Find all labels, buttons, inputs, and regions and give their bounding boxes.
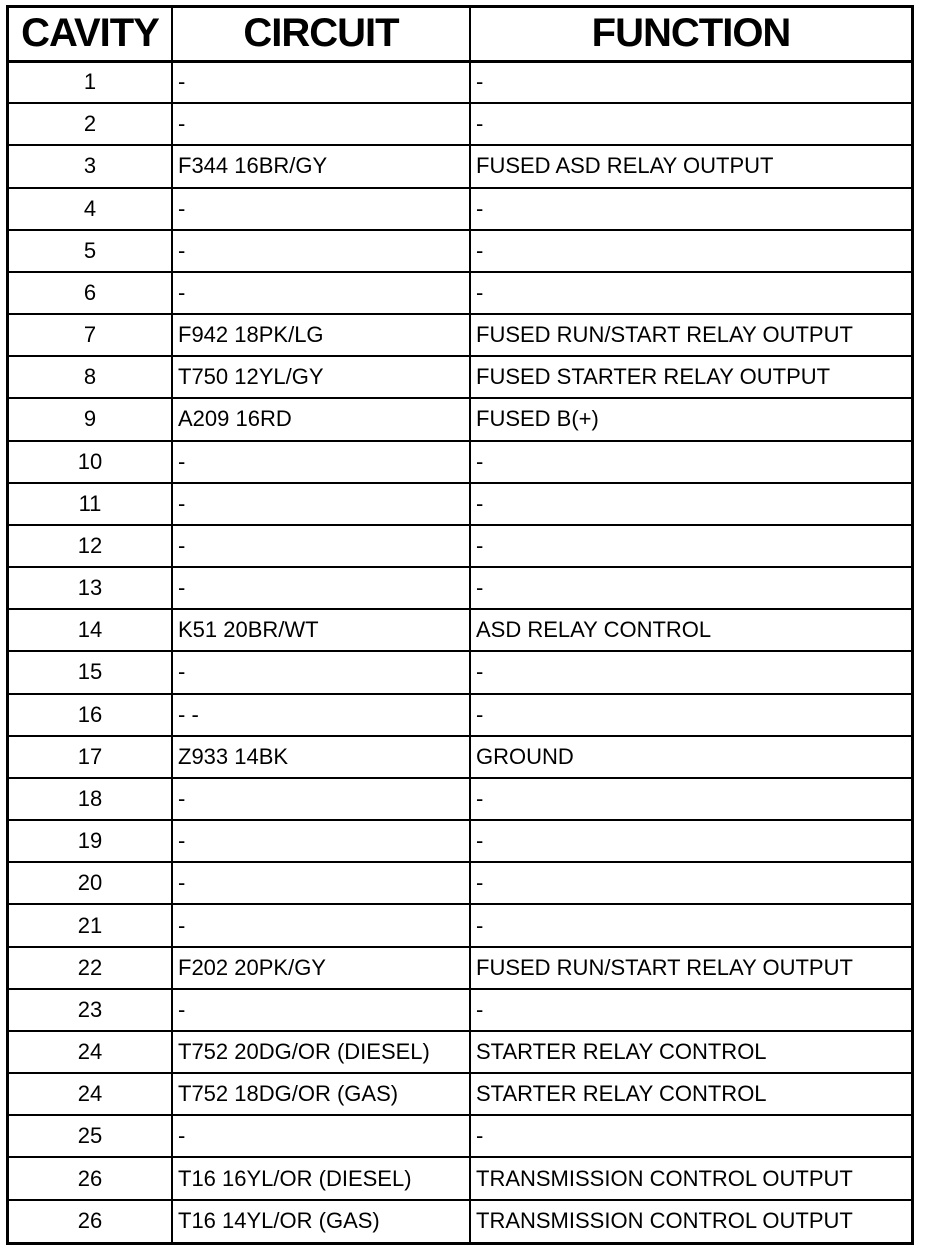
function-cell: STARTER RELAY CONTROL: [470, 1073, 911, 1115]
cavity-cell: 5: [9, 230, 172, 272]
table-row: [9, 272, 911, 314]
function-cell: -: [470, 778, 911, 820]
circuit-cell: Z933 14BK: [172, 736, 470, 778]
function-cell: -: [470, 904, 911, 946]
table-row: [9, 1115, 911, 1157]
circuit-cell: -: [172, 862, 470, 904]
table-row: [9, 989, 911, 1031]
circuit-cell: -: [172, 272, 470, 314]
cavity-cell: 19: [9, 820, 172, 862]
table-row: [9, 483, 911, 525]
cavity-cell: 7: [9, 314, 172, 356]
cavity-header: CAVITY: [9, 8, 172, 61]
circuit-cell: -: [172, 525, 470, 567]
cavity-cell: 4: [9, 188, 172, 230]
cavity-cell: 15: [9, 651, 172, 693]
pinout-table: [9, 8, 911, 1242]
function-cell: -: [470, 103, 911, 145]
circuit-cell: -: [172, 103, 470, 145]
function-cell: -: [470, 1115, 911, 1157]
pinout-rows: [9, 61, 911, 1242]
cavity-cell: 24: [9, 1073, 172, 1115]
circuit-cell: -: [172, 778, 470, 820]
table-row: [9, 567, 911, 609]
cavity-cell: 13: [9, 567, 172, 609]
cavity-cell: 21: [9, 904, 172, 946]
table-row: [9, 356, 911, 398]
table-row: [9, 1200, 911, 1242]
table-row: [9, 820, 911, 862]
circuit-cell: T752 20DG/OR (DIESEL): [172, 1031, 470, 1073]
function-cell: -: [470, 989, 911, 1031]
cavity-cell: 2: [9, 103, 172, 145]
circuit-cell: - -: [172, 694, 470, 736]
table-row: [9, 694, 911, 736]
table-row: [9, 1157, 911, 1199]
function-cell: ASD RELAY CONTROL: [470, 609, 911, 651]
table-row: [9, 441, 911, 483]
circuit-cell: -: [172, 567, 470, 609]
function-header: FUNCTION: [470, 8, 911, 61]
cavity-cell: 17: [9, 736, 172, 778]
table-row: [9, 230, 911, 272]
table-row: [9, 651, 911, 693]
cavity-cell: 9: [9, 398, 172, 440]
function-cell: FUSED ASD RELAY OUTPUT: [470, 145, 911, 187]
cavity-cell: 6: [9, 272, 172, 314]
circuit-cell: -: [172, 820, 470, 862]
table-row: [9, 398, 911, 440]
circuit-cell: A209 16RD: [172, 398, 470, 440]
function-cell: -: [470, 525, 911, 567]
function-cell: -: [470, 651, 911, 693]
table-row: [9, 314, 911, 356]
cavity-cell: 20: [9, 862, 172, 904]
cavity-cell: 22: [9, 947, 172, 989]
cavity-cell: 26: [9, 1200, 172, 1242]
circuit-cell: T752 18DG/OR (GAS): [172, 1073, 470, 1115]
circuit-cell: F202 20PK/GY: [172, 947, 470, 989]
function-cell: STARTER RELAY CONTROL: [470, 1031, 911, 1073]
circuit-cell: -: [172, 904, 470, 946]
function-cell: -: [470, 441, 911, 483]
function-cell: FUSED RUN/START RELAY OUTPUT: [470, 947, 911, 989]
cavity-cell: 3: [9, 145, 172, 187]
circuit-cell: F942 18PK/LG: [172, 314, 470, 356]
header-row: [9, 8, 911, 61]
circuit-cell: T16 14YL/OR (GAS): [172, 1200, 470, 1242]
function-cell: -: [470, 694, 911, 736]
table-row: [9, 904, 911, 946]
function-cell: -: [470, 230, 911, 272]
table-row: [9, 145, 911, 187]
cavity-cell: 26: [9, 1157, 172, 1199]
cavity-cell: 1: [9, 61, 172, 103]
table-row: [9, 778, 911, 820]
table-row: [9, 188, 911, 230]
circuit-cell: -: [172, 989, 470, 1031]
function-cell: FUSED STARTER RELAY OUTPUT: [470, 356, 911, 398]
function-cell: FUSED RUN/START RELAY OUTPUT: [470, 314, 911, 356]
cavity-cell: 10: [9, 441, 172, 483]
circuit-cell: -: [172, 1115, 470, 1157]
function-cell: -: [470, 61, 911, 103]
function-cell: -: [470, 483, 911, 525]
function-cell: -: [470, 567, 911, 609]
circuit-header: CIRCUIT: [172, 8, 470, 61]
table-row: [9, 947, 911, 989]
function-cell: GROUND: [470, 736, 911, 778]
circuit-cell: -: [172, 651, 470, 693]
circuit-cell: T750 12YL/GY: [172, 356, 470, 398]
function-cell: -: [470, 820, 911, 862]
table-row: [9, 525, 911, 567]
circuit-cell: -: [172, 230, 470, 272]
table-row: [9, 1073, 911, 1115]
table-row: [9, 1031, 911, 1073]
function-cell: -: [470, 272, 911, 314]
cavity-cell: 14: [9, 609, 172, 651]
connector-pinout-sheet: [6, 5, 914, 1245]
function-cell: -: [470, 862, 911, 904]
cavity-cell: 18: [9, 778, 172, 820]
cavity-cell: 16: [9, 694, 172, 736]
function-cell: TRANSMISSION CONTROL OUTPUT: [470, 1157, 911, 1199]
circuit-cell: K51 20BR/WT: [172, 609, 470, 651]
circuit-cell: -: [172, 61, 470, 103]
cavity-cell: 24: [9, 1031, 172, 1073]
cavity-cell: 25: [9, 1115, 172, 1157]
cavity-cell: 11: [9, 483, 172, 525]
function-cell: FUSED B(+): [470, 398, 911, 440]
circuit-cell: F344 16BR/GY: [172, 145, 470, 187]
table-row: [9, 61, 911, 103]
cavity-cell: 12: [9, 525, 172, 567]
circuit-cell: -: [172, 441, 470, 483]
cavity-cell: 23: [9, 989, 172, 1031]
function-cell: -: [470, 188, 911, 230]
function-cell: TRANSMISSION CONTROL OUTPUT: [470, 1200, 911, 1242]
cavity-cell: 8: [9, 356, 172, 398]
table-row: [9, 103, 911, 145]
table-row: [9, 736, 911, 778]
table-row: [9, 609, 911, 651]
circuit-cell: T16 16YL/OR (DIESEL): [172, 1157, 470, 1199]
circuit-cell: -: [172, 483, 470, 525]
table-row: [9, 862, 911, 904]
circuit-cell: -: [172, 188, 470, 230]
